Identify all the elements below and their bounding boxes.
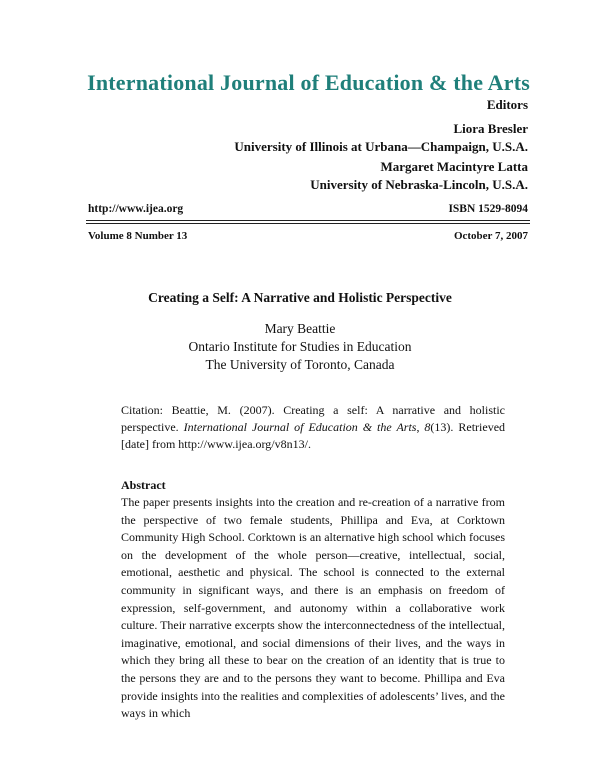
abstract-text: The paper presents insights into the creation and re-creation of a narrative from the perspective of two female students, Phillipa and Eva, at Corktown Community High School. Corktown is an alternative high school which focuses on the development of the whole person—creative, intellectual, social, emotional, aesthetic and physical. The school is connected to the external community in significant ways, and there is an emphasis on freedom of expression, self-government, and autonomy within a collaborative work culture. Their narrative excerpts show the interconnectedness of the intellectual, imaginative, emotional, and social dimensions of their lives, and the ways in which they bring all these to bear on the creation of an identity that is true to the persons they are and to the persons they want to become. Phillipa and Eva provide insights into the realities and complexities of adolescents’ lives, and the ways in which — [121, 495, 505, 721]
editor-2-affiliation: University of Nebraska-Lincoln, U.S.A. — [310, 177, 528, 192]
article-title: Creating a Self: A Narrative and Holistic Perspective — [148, 290, 452, 305]
editors-label: Editors — [486, 97, 528, 112]
citation-prefix: Citation: Beattie, M. (2007). Creating a self: A narrative and holistic perspective. — [121, 403, 505, 434]
header-divider-bottom — [86, 223, 530, 224]
author-name: Mary Beattie — [264, 321, 336, 336]
isbn: ISBN 1529-8094 — [448, 203, 528, 215]
editor-2 — [310, 158, 528, 194]
citation-issue: (13). Retrieved [date] from http://www.ijea.org/v8n13/. — [121, 420, 506, 451]
journal-title: International Journal of Education & the Arts — [87, 70, 530, 95]
editor-1-name: Liora Bresler — [453, 121, 528, 136]
publication-date: October 7, 2007 — [453, 230, 528, 242]
journal-url-link[interactable]: http://www.ijea.org — [88, 203, 184, 215]
editor-1-affiliation: University of Illinois at Urbana—Champaign, U.S.A. — [234, 139, 528, 154]
header-divider-top — [86, 220, 530, 221]
author-university: The University of Toronto, Canada — [205, 357, 395, 372]
editor-1 — [234, 120, 528, 156]
abstract-heading: Abstract — [121, 478, 166, 492]
citation-volume: 8 — [424, 420, 431, 434]
editor-2-name: Margaret Macintyre Latta — [380, 159, 528, 174]
citation: Citation: Beattie, M. (2007). Creating a self: A narrative and holistic perspective. International Journal of Education & the Arts, 8(13). Retrieved [date] from http://www.ijea.org/v8n13/. — [121, 403, 506, 451]
citation-journal: International Journal of Education & the Arts — [183, 420, 417, 434]
author-block — [0, 320, 600, 374]
volume-number: Volume 8 Number 13 — [88, 230, 188, 242]
author-institution: Ontario Institute for Studies in Education — [188, 339, 412, 354]
